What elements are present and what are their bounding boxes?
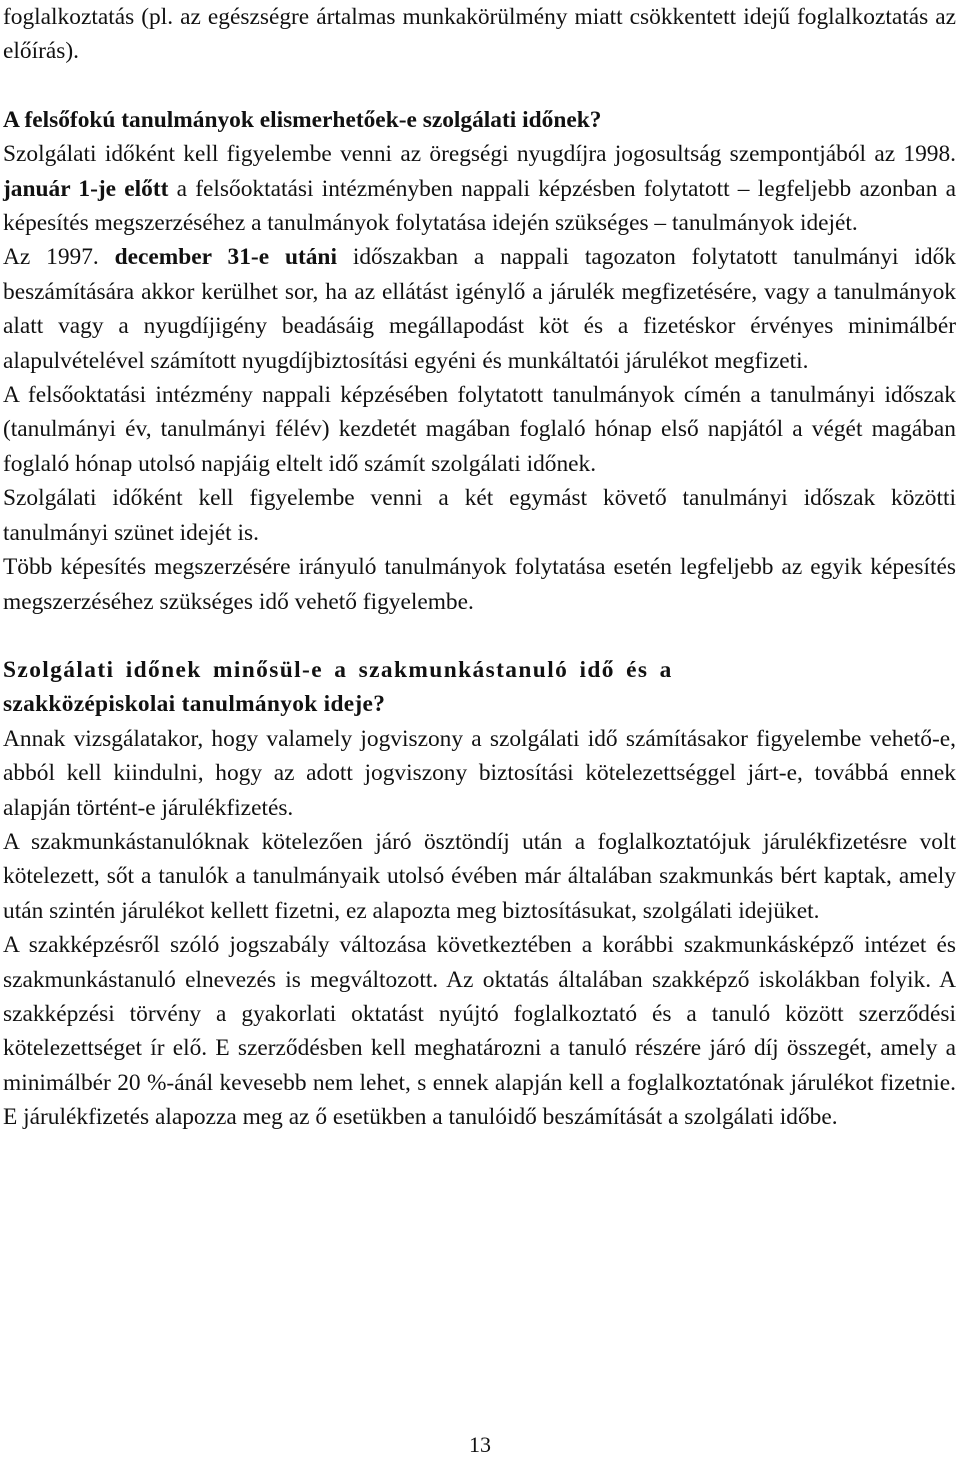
paragraph-vocational-training-law: A szakképzésről szóló jogszabály változása következtében a korábbi szakmunkásképző intézet és szakmunkástanuló elnevezés is megváltozott. Az oktatás általában szakképző iskolákban folyik. A szakképzési törvény a gyakorlati oktatást nyújtó foglalkoztató és a tanuló között szerződési kötelezettséget ír elő. E szerződésben kell meghatározni a tanuló részére járó díj összegét, amely a minimálbér 20 %-ánál kevesebb nem lehet, s ennek alapján kell a foglalkoztatónak járulékot fizetnie. E járulékfizetés alapozza meg az ő esetükben a tanulóidő beszámítását a szolgálati időbe. <box>3 932 956 1131</box>
text-run: Az 1997. <box>3 244 99 271</box>
paragraph-gap <box>3 619 956 653</box>
paragraph-multiple-qualifications: Több képesítés megszerzésére irányuló tanulmányok folytatása esetén legfeljebb az egyik képesítés megszerzéséhez szükséges idő vehető figyelembe. <box>3 554 956 615</box>
section-heading-apprentice-line1: Szolgálati időnek minősül-e a szakmunkástanuló idő és a <box>3 656 673 683</box>
text-run: Szolgálati időként kell figyelembe venni az öregségi nyugdíjra jogosultság szempontjából az 1998. <box>3 141 956 168</box>
paragraph-study-period: A felsőoktatási intézmény nappali képzésében folytatott tanulmányok címén a tanulmányi időszak (tanulmányi év, tanulmányi félév) kezdetét magában foglaló hónap első napjától a végét magában foglaló hónap utolsó napjáig eltelt idő számít szolgálati időnek. <box>3 382 956 477</box>
paragraph-study-break: Szolgálati időként kell figyelembe venni a két egymást követő tanulmányi időszak közötti tanulmányi szünet idejét is. <box>3 485 956 546</box>
section-heading-higher-education: A felsőfokú tanulmányok elismerhetőek-e szolgálati időnek? <box>3 106 602 133</box>
emphasis-date: december 31-e utáni <box>114 244 337 271</box>
paragraph-intro-end: foglalkoztatás (pl. az egészségre ártalmas munkakörülmény miatt csökkentett idejű foglalkoztatás az előírás). <box>3 4 956 65</box>
paragraph-insurance-obligation: Annak vizsgálatakor, hogy valamely jogviszony a szolgálati idő számításakor figyelembe vehető-e, abból kell kiindulni, hogy az adott jogviszony biztosítási kötelezettséggel járt-e, továbbá ennek alapján történt-e járulékfizetés. <box>3 725 956 821</box>
text-run: a felsőoktatási intézményben nappali képzésben folytatott – legfeljebb azonban a képesítés megszerzéséhez a tanulmányok folytatása idején szükséges – tanulmányok idejét. <box>3 175 956 237</box>
section-heading-apprentice-line2: szakközépiskolai tanulmányok ideje? <box>3 691 386 718</box>
paragraph-service-time-before-1998 <box>3 137 956 240</box>
document-page <box>3 0 956 1135</box>
paragraph-gap <box>3 69 956 103</box>
page-number: 13 <box>469 1432 491 1457</box>
paragraph-after-1997 <box>3 240 956 378</box>
emphasis-date: január 1-je előtt <box>3 175 169 202</box>
text-run: időszakban a nappali tagozaton folytatott tanulmányi idők beszámítására akkor kerülhet sor, ha az ellátást igénylő a járulék megfizetésére, vagy a tanulmányok alatt vagy a nyugdíjigény beadásáig megállapodást köt és a fizetéskor érvényes minimálbér alapulvételével számított nyugdíjbiztosítási egyéni és munkáltatói járulékot megfizeti. <box>3 244 956 374</box>
paragraph-apprentice-stipend: A szakmunkástanulóknak kötelezően járó ösztöndíj után a foglalkoztatójuk járulékfizetésre volt kötelezett, sőt a tanulók a tanulmányaik utolsó évében már általában szakmunkás bért kaptak, amely után szintén járulékot kellett fizetni, ez alapozta meg biztosításukat, szolgálati idejüket. <box>3 828 956 924</box>
